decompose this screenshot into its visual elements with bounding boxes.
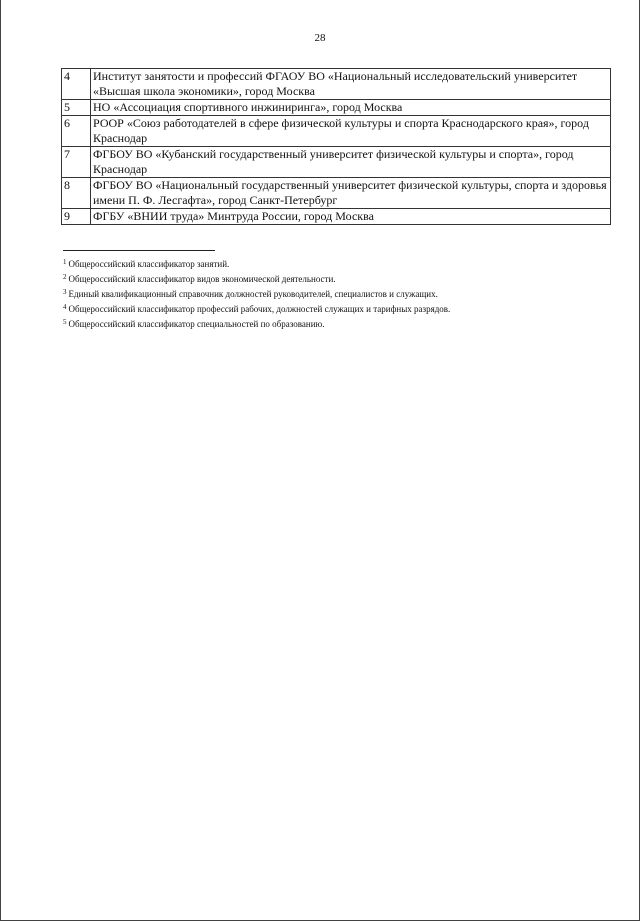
table-row [62,147,611,178]
footnote [63,316,603,331]
table-row [62,69,611,100]
organization-name: РООР «Союз работодателей в сфере физической культуры и спорта Краснодарского края», город Краснодар [91,116,611,147]
organization-name: Институт занятости и профессий ФГАОУ ВО «Национальный исследовательский университет «Высшая школа экономики», город Москва [91,69,611,100]
footnotes [63,256,603,331]
organizations-table [61,68,611,225]
footnote-text: Общероссийский классификатор специальностей по образованию. [68,319,325,329]
footnote-separator [63,250,215,251]
row-number: 6 [62,116,91,147]
page-number: 28 [314,32,326,44]
footnote [63,271,603,286]
footnote-mark: 4 [63,303,67,311]
table-row [62,178,611,209]
footnote-mark: 5 [63,318,67,326]
table-row [62,209,611,225]
footnote-text: Общероссийский классификатор профессий рабочих, должностей служащих и тарифных разрядов. [68,304,451,314]
table-row [62,100,611,116]
footnote-mark: 3 [63,288,67,296]
footnote [63,286,603,301]
footnote [63,256,603,271]
footnote-mark: 1 [63,258,67,266]
row-number: 9 [62,209,91,225]
footnote [63,301,603,316]
table-row [62,116,611,147]
row-number: 5 [62,100,91,116]
organization-name: ФГБУ «ВНИИ труда» Минтруда России, город Москва [91,209,611,225]
footnote-text: Общероссийский классификатор видов экономической деятельности. [68,274,336,284]
footnote-text: Общероссийский классификатор занятий. [68,259,230,269]
row-number: 4 [62,69,91,100]
organization-name: ФГБОУ ВО «Национальный государственный университет физической культуры, спорта и здоровья имени П. Ф. Лесгафта», город Санкт-Петербург [91,178,611,209]
row-number: 8 [62,178,91,209]
footnote-mark: 2 [63,273,67,281]
organization-name: НО «Ассоциация спортивного инжиниринга», город Москва [91,100,611,116]
organization-name: ФГБОУ ВО «Кубанский государственный университет физической культуры и спорта», город Краснодар [91,147,611,178]
row-number: 7 [62,147,91,178]
footnote-text: Единый квалификационный справочник должностей руководителей, специалистов и служащих. [68,289,438,299]
